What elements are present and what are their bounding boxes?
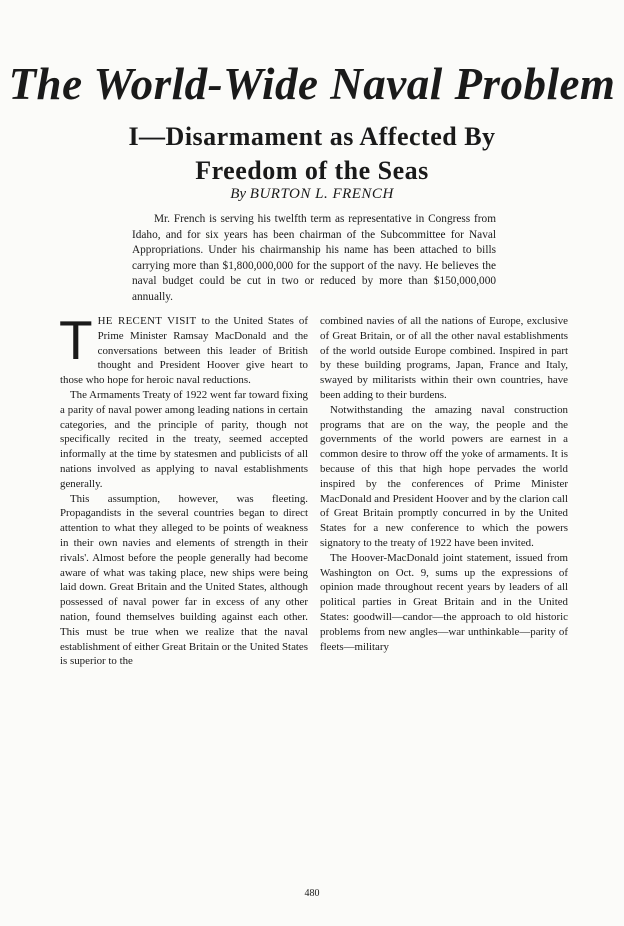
left-column: [59, 309, 308, 669]
byline: [0, 186, 624, 203]
article-subtitle: [0, 120, 624, 188]
drop-cap: T: [59, 309, 93, 371]
byline-author: BURTON L. FRENCH: [249, 186, 394, 202]
article-title: The World-Wide Naval Problem: [8, 59, 616, 109]
left-paragraph-1-text: to the United States of Prime Minister Ramsay MacDonald and the conversations between this leader of British thought and President Hoover give heart to those who hope for heroic naval reductions.: [60, 315, 308, 387]
subtitle-line-1: I—Disarmament as Affected By: [128, 122, 496, 151]
left-paragraph-2: The Armaments Treaty of 1922 went far toward fixing a parity of naval power among leading nations in certain categories, and the principle of parity, though not specifically recited in the treaty, seemed accepted informally at the time by statesmen and publicists of all nations involved as applying to naval establishments generally.: [60, 388, 308, 490]
author-intro: Mr. French is serving his twelfth term as representative in Congress from Idaho, and for six years has been chairman of the Subcommittee for Naval Appropriations. Under his chairmanship his name has been attached to bills carrying more than $1,800,000,000 for the support of the navy. He believes the naval budget could be cut in two or reduced by more than $150,000,000 annually.: [132, 213, 496, 303]
byline-by: By: [230, 186, 247, 202]
left-paragraph-3: This assumption, however, was fleeting. Propagandists in the several countries began to direct attention to what they alleged to be points of weakness in their own navies and elements of strength in their rivals'. Almost before the people generally had become aware of what was taking place, new ships were being laid down. Great Britain and the United States, although possessed of naval power far in excess of any other nation, found themselves building against each other. This must be true when we realize that the naval establishment of either Great Britain or the United States is superior to the: [60, 492, 308, 668]
left-paragraph-1: [59, 309, 308, 388]
right-paragraph-2: Notwithstanding the amazing naval construction programs that are on the way, the people and the governments of the world powers are earnest in a common desire to throw off the yoke of armaments. It is because of this that high hope pervades the world inspired by the conferences of Prime Minister MacDonald and President Hoover and by the clarion call of Great Britain promptly concurred in by the United States for a new conference to which the powers signatory to the treaty of 1922 have been invited.: [320, 403, 568, 549]
page-number: 480: [304, 888, 320, 899]
subtitle-line-2: Freedom of the Seas: [195, 156, 429, 185]
lead-in: HE RECENT VISIT: [97, 315, 197, 327]
right-column: [320, 314, 568, 654]
right-paragraph-1: combined navies of all the nations of Europe, exclusive of Great Britain, or of all the other naval establishments of the world outside Europe combined. Inspired in part by these building programs, Japan, France and Italy, swayed by militarists within their own countries, have been adding to their burdens.: [320, 315, 568, 401]
right-paragraph-3: The Hoover-MacDonald joint statement, issued from Washington on Oct. 9, sums up the expressions of opinion made throughout recent years by leaders of all political parties in Great Britain and in the United States: goodwill—candor—the approach to old historic problems from new angles—war unthinkable—parity of fleets—military: [320, 551, 568, 653]
